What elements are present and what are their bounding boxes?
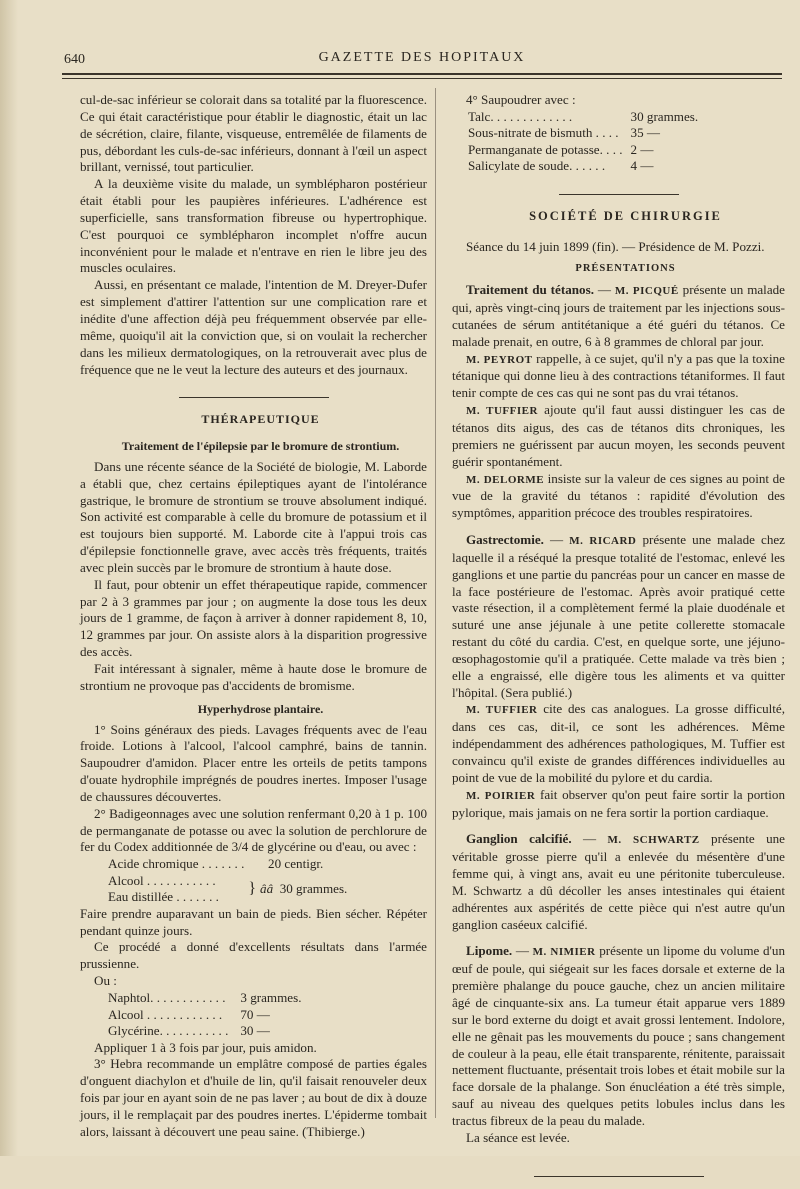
paragraph: Ce procédé a donné d'excellents résultats dans l'armée prussienne.	[80, 939, 427, 972]
section-separator	[452, 183, 785, 200]
paragraph: ajoute qu'il faut aussi distinguer les cas de tétanos dits aigus, des cas de tétanos dits chroniques, les premiers ne guérissent par aucun moyen, les seconds peuvent guérir spontanément.	[452, 402, 785, 469]
paragraph: présente une malade chez laquelle il a réséqué la presque totalité de l'estomac, enlevé les ganglions et une partie du pancréas pour un cancer en masse de la face postérieure de l'estomac. Après avoir pratiqué cette vaste résection, il a complètement fermé la plaie duodénale et suturé une anse jéjunale à une petite collerette stomacale restant du côté du cardia. C'est, en quelque sorte, une jéjuno-œsophagostomie qu'il a pratiquée. Cette malade va très bien ; elle a engraissé, elle digère tous les aliments et va quitter l'hôpital. (Sera publié.)	[452, 532, 785, 700]
formula-quantity: 30 —	[240, 1023, 270, 1038]
paragraph: Ou :	[94, 973, 117, 989]
speaker: M. RICARD	[569, 535, 637, 548]
journal-title: GAZETTE DES HOPITAUX	[318, 50, 526, 65]
speaker: M. TUFFIER	[466, 704, 538, 717]
header-rule-bottom	[62, 78, 782, 79]
page-header	[62, 48, 782, 70]
paragraph: Appliquer 1 à 3 fois par jour, puis amidon.	[94, 1039, 317, 1055]
page-number: 640	[64, 52, 85, 67]
topic-title: Traitement du tétanos.	[466, 282, 594, 298]
section-separator	[80, 386, 427, 403]
formula-ingredient: Naphtol. . . . . . . . . . . .	[108, 990, 226, 1005]
formula-ingredient: Alcool . . . . . . . . . . . .	[108, 1006, 223, 1022]
formula-quantity: 20 centigr.	[268, 856, 324, 872]
formula-ingredient: Acide chromique . . . . . . .	[108, 856, 245, 872]
paragraph: 2° Badigeonnages avec une solution renfermant 0,20 à 1 p. 100 de permanganate de potasse ou avec la solution de perchlorure de fer du Codex additionnée de 3/4 de glycérine ou d'eau, ou avec :	[80, 805, 427, 855]
right-column: 4° Saupoudrer avec : Talc. . . . . . . . . . . . . 30 grammes. Sous-nitrate de bismuth . . . . 35 — Permanganate de potasse. . . . 2 — Salicylate de soude. . . . . . 4 — SOCIÉTÉ DE CHIRURGIE Séance du 14 juin 1899 (fin). — Présidence de M. Pozzi. PRÉSENTATIONS Traitement du tétanos. — M. PICQUÉ présente un malade qui, après vingt-cinq jours de traitement par les injections sous-cutanées de sérum antitétanique a été guéri du tétanos. Ce malade prenait, en outre, 6 à 8 grammes de chloral par jour. M. PEYROT rappelle, à ce sujet, qu'il n'y a pas que la toxine tétanique qui donne lieu à des contractions tétaniformes. Il faut tenir compte de ces cas qui ne sont pas du vrai tétanos. M. TUFFIER ajoute qu'il faut aussi distinguer les cas de tétanos dits aigus, des cas de tétanos dits chroniques, les premiers ne guérissent par aucun moyen, les seconds peuvent guérir spontanément. M. DELORME insiste sur la valeur de ces signes au point de vue de la gravité du tétanos : rapidité d'évolution des symptômes, apparition précoce des troubles respiratoires. Gastrectomie. — M. RICARD présente une malade chez laquelle il a réséqué la presque totalité de l'estomac, enlevé les ganglions et une partie du pancréas pour un cancer en masse de la face postérieure de l'estomac. Après avoir pratiqué cette vaste résection, il a complètement fermé la plaie duodénale et suturé une anse jéjunale à une petite collerette stomacale restant du côté du cardia. C'est, en quelque sorte, une jéjuno-œsophagostomie qu'il a pratiquée. Cette malade va très bien ; elle a engraissé, elle digère tous les aliments et va quitter l'hôpital. (Sera publié.) M. TUFFIER cite des cas analogues. La grosse difficulté, dans ces cas, dit-il, ce sont les adhérences. Même indépendamment des adhérences pathologiques, M. Tuffier est convaincu qu'il existe de grandes différences individuelles au point de vue de la mobilité du pylore et du cardia. M. POIRIER fait observer qu'on peut faire sortir la portion pylorique, mais jamais on ne fera sortir la portion cardiaque. Ganglion calcifié. — M. SCHWARTZ présente une véritable grosse pierre qu'il a enlevée du mésentère d'une femme qui, à vingt ans, avait eu une péritonite tuberculeuse. M. Schwartz a dû décoller les anses intestinales qui étaient adhérentes aux aspérités de cette pièce qui n'est autre qu'un ganglion caséeux calcifié. Lipome. — M. NIMIER présente un lipome du volume d'un œuf de poule, qui siégeait sur les faces dorsale et externe de la première phalange du pouce gauche, chez un ancien militaire âgé de cinquante-six ans. La tumeur était apparue vers 1889 sur le bord externe du doigt et avait grossi lentement. Indolore, elle ne gênait pas les mouvements du pouce ; sans changement de couleur à la peau, elle était transparente, rénitente, paraissait nettement fluctuante, présentait trois lobes et était mobile sur la face dorsale de la phalange. Son énucléation a été très simple, sauf au niveau des quelques petits lobules inclus dans les tractus fibreux de la peau du malade. La séance est levée.	[452, 92, 785, 1189]
speaker: M. SCHWARTZ	[607, 834, 700, 847]
paragraph: cite des cas analogues. La grosse difficulté, dans ces cas, dit-il, ce sont les adhérences. Même indépendamment des adhérences pathologiques, M. Tuffier est convaincu qu'il existe de grandes différences individuelles au point de vue de la mobilité du pylore et du cardia.	[452, 701, 785, 785]
speaker: M. POIRIER	[466, 789, 536, 802]
formula-quantity: 30 grammes.	[279, 880, 348, 896]
formula-table	[468, 109, 698, 175]
formula-quantity: 3 grammes.	[240, 990, 302, 1005]
paragraph: 3° Hebra recommande un emplâtre composé de parties égales d'onguent diachylon et d'huile de lin, qu'il faisait renouveler deux fois par jour en ayant soin de ne pas laver ; au bout de dix à douze jours, il le remplaçait par des poudres inertes. L'épiderme tombait alors, laissant à découvert une peau saine. (Thibierge.)	[80, 1056, 427, 1139]
paragraph: présente un lipome du volume d'un œuf de poule, qui siégeait sur les faces dorsale et externe de la première phalange du pouce gauche, chez un ancien militaire âgé de cinquante-six ans. La tumeur était apparue vers 1889 sur le bord externe du doigt et avait grossi lentement. Indolore, elle ne gênait pas les mouvements du pouce ; sans changement de couleur à la peau, elle était transparente, rénitente, paraissait nettement fluctuante, présentait trois lobes et était mobile sur la face dorsale de la phalange. Son énucléation a été très simple, sauf au niveau des quelques petits lobules inclus dans les tractus fibreux de la peau du malade.	[452, 943, 786, 1128]
paragraph: Faire prendre auparavant un bain de pieds. Bien sécher. Répéter pendant quinze jours.	[80, 905, 427, 938]
speaker: M. PICQUÉ	[614, 285, 679, 298]
section-separator	[452, 1165, 785, 1182]
left-column	[80, 92, 427, 1141]
paragraph: cul-de-sac inférieur se colorait dans sa totalité par la fluorescence. Ce qui était caractéristique pour établir le diagnostic, était un lac de sécrétion, claire, filante, visqueuse, entremêlée de filaments de pus, débordant les culs-de-sac inférieurs, donnant à l'œil un aspect brillant, vernissé, tout particulier.	[80, 92, 427, 175]
subsection-title: Hyperhydrose plantaire.	[197, 701, 324, 716]
formula-ingredient: Eau distillée . . . . . . .	[108, 889, 219, 905]
subsection-title: Traitement de l'épilepsie par le bromure de strontium.	[121, 439, 400, 454]
column-divider	[435, 88, 436, 1118]
formula-quantity: 4 —	[630, 158, 654, 174]
paragraph: Fait intéressant à signaler, même à haute dose le bromure de strontium ne provoque pas d'accidents de bromisme.	[80, 661, 427, 693]
paragraph: A la deuxième visite du malade, un symblépharon postérieur était établi pour les paupières inférieures. L'adhérence est superficielle, sans transformation fibreuse ou hypertrophique. C'est pourquoi ce symblépharon incomplet n'offre aucun inconvénient pour le malade et n'entrave en rien le libre jeu des muscles oculaires.	[80, 176, 427, 276]
formula-quantity: 70 —	[240, 1006, 270, 1022]
formula-ingredient: Alcool . . . . . . . . . . .	[108, 872, 216, 888]
paragraph: Aussi, en présentant ce malade, l'intention de M. Dreyer-Dufer est simplement d'attirer l'attention sur une complication rare et inédite d'une affection déjà peu fréquemment observée par elle-même, quoiqu'il ait la conviction que, si on voulait la rechercher dans les milieux dermatologiques, on la retrouverait avec plus de fréquence que ne le veut la lecture des auteurs et des journaux.	[80, 277, 427, 377]
paragraph: 1° Soins généraux des pieds. Lavages fréquents avec de l'eau froide. Lotions à l'alcool, l'alcool camphré, bains de tannin. Saupoudrer d'amidon. Placer entre les orteils de petits tampons d'ouate hydrophile imprégnés de poudres inertes. Imposer l'usage de chaussures découvertes.	[80, 721, 427, 804]
formula-quantity: 35 —	[630, 125, 660, 141]
formula-ingredient: Sous-nitrate de bismuth . . . .	[468, 125, 619, 141]
page-edge-shadow	[0, 0, 18, 1156]
formula-table	[108, 990, 301, 1040]
paragraph: insiste sur la valeur de ces signes au point de vue de la gravité du tétanos : rapidité d'évolution des symptômes, apparition précoce des troubles respiratoires.	[452, 470, 785, 521]
topic-title: Lipome.	[466, 943, 513, 959]
header-rule-top	[62, 73, 782, 75]
paragraph: rappelle, à ce sujet, qu'il n'y a pas que la toxine tétanique qui donne lieu à des contractions tétaniformes. Il faut tenir compte de ces cas qui ne sont pas du vrai tétanos.	[452, 350, 785, 401]
topic-title: Ganglion calcifié.	[466, 831, 572, 847]
section-title: SOCIÉTÉ DE CHIRURGIE	[529, 208, 722, 223]
closing-line: La séance est levée.	[466, 1129, 570, 1145]
speaker: M. DELORME	[466, 473, 545, 486]
formula-quantity: 30 grammes.	[630, 108, 699, 124]
paragraph: présente une véritable grosse pierre qu'il a enlevée du mésentère d'une femme qui, à vingt ans, avait eu une péritonite tuberculeuse. M. Schwartz a dû décoller les anses intestinales qui étaient adhérentes aux aspérités de cette pièce qui n'est autre qu'un ganglion caséeux calcifié.	[452, 831, 785, 932]
formula-ingredient: Permanganate de potasse. . . .	[468, 141, 623, 157]
formula-ingredient: Talc. . . . . . . . . . . . .	[468, 108, 573, 124]
subsection-title: PRÉSENTATIONS	[575, 263, 676, 275]
session-line: Séance du 14 juin 1899 (fin). — Présidence de M. Pozzi.	[466, 238, 765, 254]
formula-aa: ââ	[260, 880, 274, 896]
formula-ingredient: Glycérine. . . . . . . . . . .	[108, 1023, 229, 1038]
paragraph: fait observer qu'on peut faire sortir la portion pylorique, mais jamais on ne fera sortir la portion cardiaque.	[452, 786, 785, 820]
speaker: M. NIMIER	[532, 946, 596, 959]
speaker: M. TUFFIER	[466, 405, 538, 418]
paragraph: Dans une récente séance de la Société de biologie, M. Laborde a établi que, chez certains épileptiques ayant de l'intolérance gastrique, le bromure de strontium se trouve absolument indiqué. Son activité est comparable à celle du bromure de potassium et il est toujours bien supporté. M. Laborde cite à l'appui trois cas d'épilepsie fonctionnelle grave, avec accès très fréquents, traités avec plein succès par le bromure de strontium à haute dose.	[80, 458, 427, 575]
paragraph: 4° Saupoudrer avec :	[466, 92, 576, 107]
formula-table: Acide chromique . . . . . . . 20 centigr. Alcool . . . . . . . . . . . } ââ 30 grammes. Eau distillée . . . . . . .	[108, 856, 348, 905]
section-title: THÉRAPEUTIQUE	[201, 412, 320, 427]
formula-ingredient: Salicylate de soude. . . . . .	[468, 158, 606, 174]
formula-quantity: 2 —	[630, 141, 654, 157]
topic-title: Gastrectomie.	[466, 532, 544, 548]
paragraph: Il faut, pour obtenir un effet thérapeutique rapide, commencer par 2 à 3 grammes par jour ; on augmente la dose tous les deux jours de 1 gramme, de façon à arriver à donner rapidement 8, 10, 12 grammes par jour. On assiste alors à la disparition progressive des accès.	[80, 576, 427, 660]
paragraph: présente un malade qui, après vingt-cinq jours de traitement par les injections sous-cutanées de sérum antitétanique a été guéri du tétanos. Ce malade prenait, en outre, 6 à 8 grammes de chloral par jour.	[452, 282, 785, 349]
speaker: M. PEYROT	[466, 353, 533, 366]
